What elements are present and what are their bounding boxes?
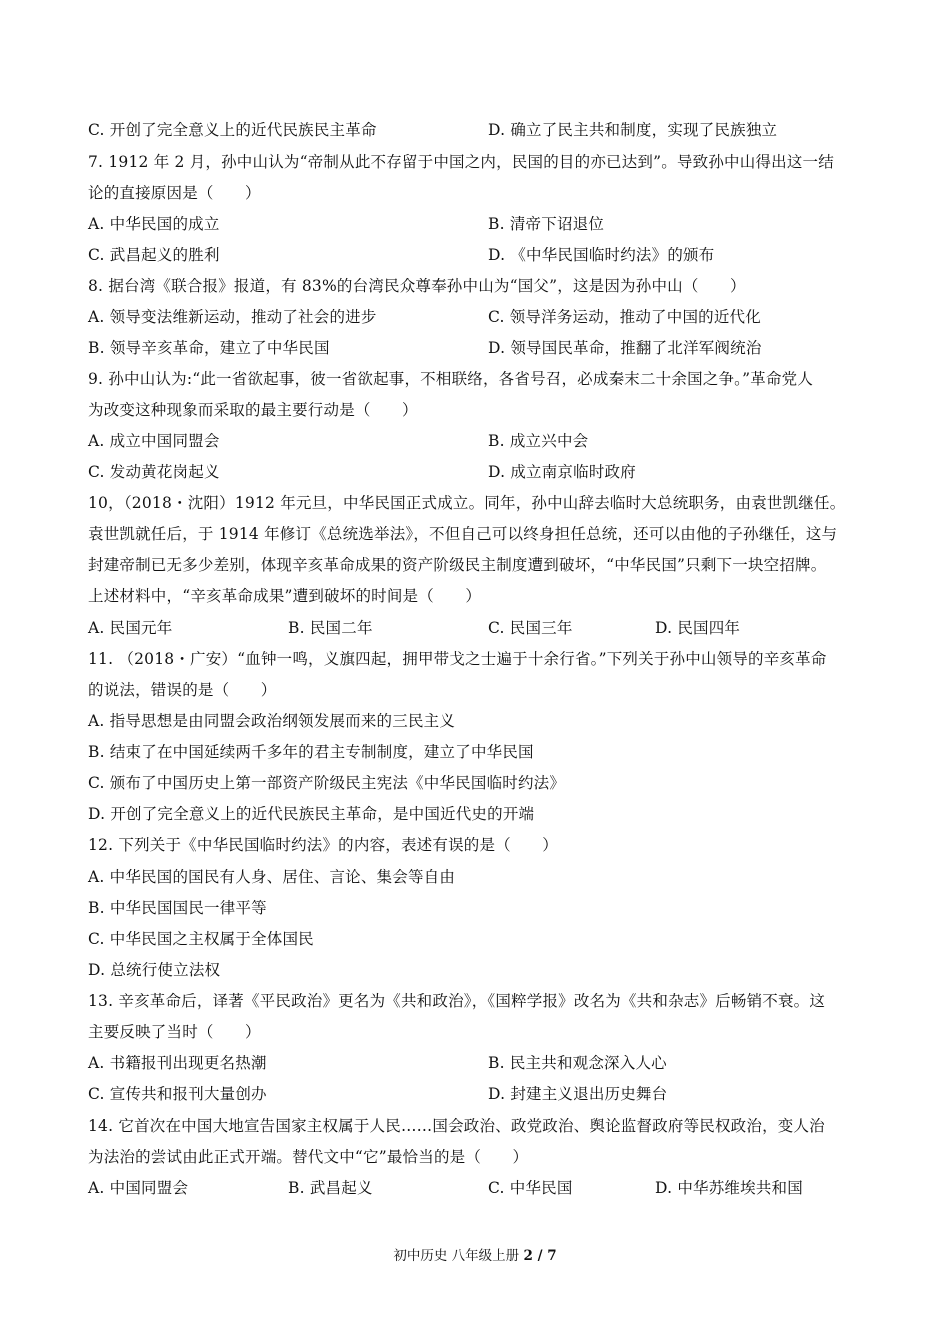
question-stem: 10，（2018・沈阳）1912 年元旦，中华民国正式成立。同年，孙中山辞去临时大总统职务，由袁世凯继任。 (88, 494, 846, 512)
option-line: B. 民国二年 (288, 619, 373, 637)
option-line: D. 《中华民国临时约法》的颁布 (488, 246, 715, 264)
option-line: A. 中华民国的成立 (88, 215, 220, 233)
question-stem: 11. （2018・广安）“血钟一鸣，义旗四起，拥甲带戈之士遍于十余行省。”下列关于孙中山领导的辛亥革命 (88, 650, 827, 668)
option-line: B. 成立兴中会 (488, 432, 589, 450)
option-line: C. 民国三年 (488, 619, 573, 637)
option-line: D. 民国四年 (655, 619, 741, 637)
option-line: B. 民主共和观念深入人心 (488, 1054, 667, 1072)
page-footer (0, 1246, 950, 1266)
option-line: C. 发动黄花岗起义 (88, 463, 220, 481)
question-stem: 12. 下列关于《中华民国临时约法》的内容，表述有误的是（ ） (88, 836, 558, 854)
option-line: B. 结束了在中国延续两千多年的君主专制制度，建立了中华民国 (88, 743, 534, 761)
option-line: A. 中国同盟会 (88, 1179, 189, 1197)
option-line: A. 中华民国的国民有人身、居住、言论、集会等自由 (88, 868, 456, 886)
option-line: C. 宣传共和报刊大量创办 (88, 1085, 267, 1103)
option-line: B. 清帝下诏退位 (488, 215, 605, 233)
question-stem: 7. 1912 年 2 月，孙中山认为“帝制从此不存留于中国之内，民国的目的亦已达到”。导致孙中山得出这一结 (88, 153, 834, 171)
option-line: D. 成立南京临时政府 (488, 463, 636, 481)
question-stem: 14. 它首次在中国大地宣告国家主权属于人民……国会政治、政党政治、舆论监督政府等民权政治，变人治 (88, 1117, 825, 1135)
question-stem: 袁世凯就任后，于 1914 年修订《总统选举法》，不但自己可以终身担任总统，还可以由他的子孙继任，这与 (88, 525, 838, 543)
option-line: D. 封建主义退出历史舞台 (488, 1085, 668, 1103)
question-stem: 主要反映了当时（ ） (88, 1023, 261, 1041)
question-stem: 为改变这种现象而采取的最主要行动是（ ） (88, 401, 418, 419)
option-line: D. 总统行使立法权 (88, 961, 221, 979)
question-stem: 封建帝制已无多少差别，体现辛亥革命成果的资产阶级民主制度遭到破坏，“中华民国”只剩下一块空招牌。 (88, 556, 827, 574)
option-line: C. 颁布了中国历史上第一部资产阶级民主宪法《中华民国临时约法》 (88, 774, 566, 792)
option-line: D. 开创了完全意义上的近代民族民主革命，是中国近代史的开端 (88, 805, 535, 823)
question-stem: 的说法，错误的是（ ） (88, 681, 277, 699)
option-line: D. 中华苏维埃共和国 (655, 1179, 803, 1197)
question-stem: 论的直接原因是（ ） (88, 184, 261, 202)
option-line: C. 领导洋务运动，推动了中国的近代化 (488, 308, 761, 326)
option-line: C. 武昌起义的胜利 (88, 246, 220, 264)
option-line: B. 领导辛亥革命，建立了中华民国 (88, 339, 330, 357)
option-line: C. 中华民国 (488, 1179, 573, 1197)
question-stem: 上述材料中，“辛亥革命成果”遭到破坏的时间是（ ） (88, 587, 482, 605)
page-number: 2 / 7 (523, 1248, 557, 1264)
question-stem: 13. 辛亥革命后，译著《平民政治》更名为《共和政治》，《国粹学报》改名为《共和杂志》后畅销不衰。这 (88, 992, 826, 1010)
option-line: A. 民国元年 (88, 619, 173, 637)
question-stem: 9. 孙中山认为:“此一省欲起事，彼一省欲起事，不相联络，各省号召，必成秦末二十余国之争。”革命党人 (88, 370, 814, 388)
option-line: C. 开创了完全意义上的近代民族民主革命 (88, 121, 377, 139)
option-line: A. 书籍报刊出现更名热潮 (88, 1054, 267, 1072)
option-line: B. 中华民国国民一律平等 (88, 899, 267, 917)
option-line: A. 指导思想是由同盟会政治纲领发展而来的三民主义 (88, 712, 456, 730)
option-line: C. 中华民国之主权属于全体国民 (88, 930, 314, 948)
option-line: D. 确立了民主共和制度，实现了民族独立 (488, 121, 778, 139)
option-line: A. 成立中国同盟会 (88, 432, 220, 450)
option-line: D. 领导国民革命，推翻了北洋军阀统治 (488, 339, 762, 357)
option-line: B. 武昌起义 (288, 1179, 373, 1197)
option-line: A. 领导变法维新运动，推动了社会的进步 (88, 308, 377, 326)
question-stem: 为法治的尝试由此正式开端。替代文中“它”最恰当的是（ ） (88, 1148, 529, 1166)
question-stem: 8. 据台湾《联合报》报道，有 83%的台湾民众尊奉孙中山为“国父”，这是因为孙中山（ ） (88, 277, 746, 295)
footer-label: 初中历史 八年级上册 (393, 1248, 524, 1264)
